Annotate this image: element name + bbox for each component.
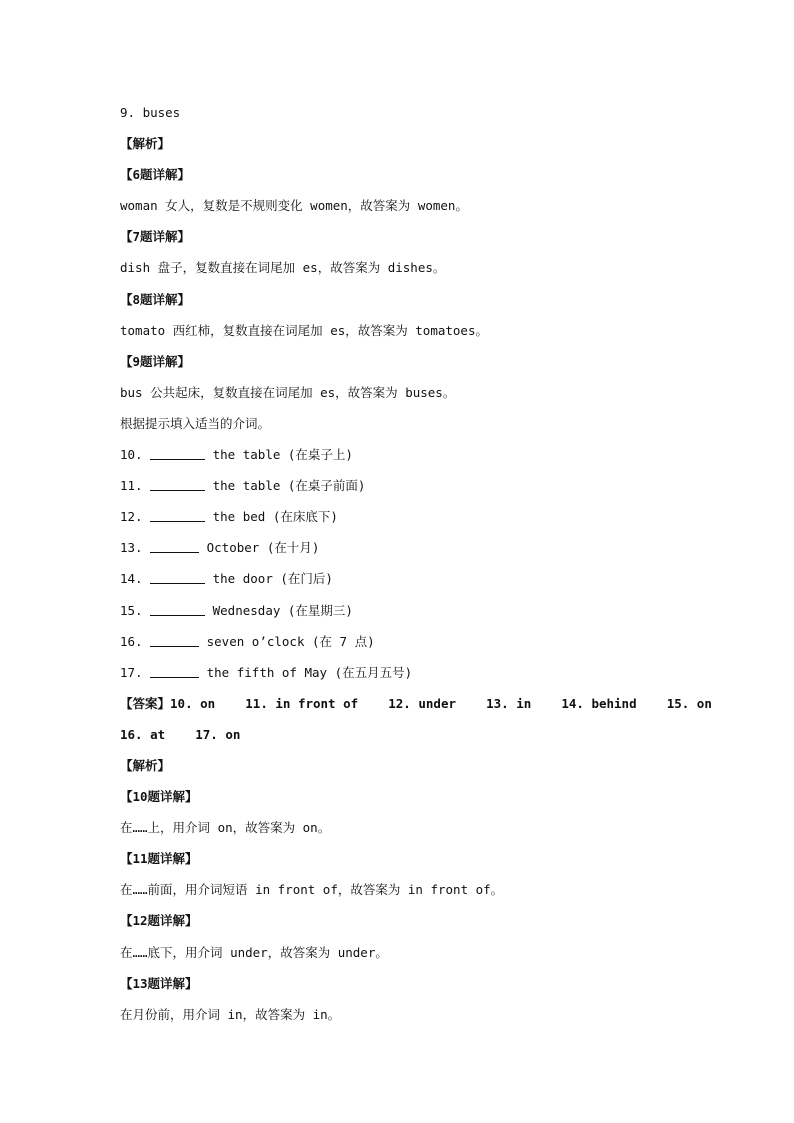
- question-16: [120, 629, 720, 660]
- answer-label: 【答案】: [120, 695, 171, 711]
- question-number: 14.: [120, 571, 143, 587]
- detail-9-text: bus 公共起床，复数直接在词尾加 es，故答案为 buses。: [120, 384, 456, 400]
- question-number: 13.: [120, 540, 143, 556]
- detail-12-heading: 【12题详解】: [120, 913, 198, 929]
- detail-9-heading: 【9题详解】: [120, 353, 191, 369]
- fill-blank: [150, 601, 205, 616]
- fill-blank: [150, 445, 205, 460]
- question-number: 10.: [120, 447, 143, 463]
- answer-row-2: 16. at 17. on: [120, 726, 241, 742]
- question-number: 11.: [120, 478, 143, 494]
- question-13: [120, 535, 720, 566]
- detail-11-heading: 【11题详解】: [120, 851, 198, 867]
- detail-7-text: dish 盘子，复数直接在词尾加 es，故答案为 dishes。: [120, 260, 446, 276]
- question-14: [120, 566, 720, 597]
- question-number: 17.: [120, 664, 143, 680]
- detail-10-heading: 【10题详解】: [120, 789, 198, 805]
- fill-blank: [150, 569, 205, 584]
- detail-13-text: 在月份前，用介词 in，故答案为 in。: [120, 1006, 341, 1022]
- answer-row-1: [120, 691, 720, 722]
- fill-blank: [150, 663, 199, 678]
- detail-13-heading: 【13题详解】: [120, 975, 198, 991]
- question-number: 12.: [120, 509, 143, 525]
- question-15: [120, 598, 720, 629]
- question-text: seven o’clock (在 7 点): [199, 633, 375, 649]
- detail-8-text: tomato 西红柿，复数直接在词尾加 es，故答案为 tomatoes。: [120, 322, 488, 338]
- instruction: 根据提示填入适当的介词。: [120, 415, 271, 431]
- question-text: the door (在门后): [205, 571, 333, 587]
- analysis-heading-2: 【解析】: [120, 757, 171, 773]
- question-text: the fifth of May (在五月五号): [199, 664, 413, 680]
- analysis-heading: 【解析】: [120, 136, 171, 152]
- detail-7-heading: 【7题详解】: [120, 229, 191, 245]
- question-12: [120, 504, 720, 535]
- fill-blank: [150, 632, 199, 647]
- question-text: the table (在桌子上): [205, 447, 353, 463]
- answer-values: 10. on 11. in front of 12. under 13. in 14. behind 15. on: [170, 695, 712, 711]
- question-10: [120, 442, 720, 473]
- detail-12-text: 在……底下，用介词 under，故答案为 under。: [120, 944, 388, 960]
- detail-10-text: 在……上，用介词 on，故答案为 on。: [120, 820, 331, 836]
- fill-blank: [150, 476, 205, 491]
- fill-blank: [150, 507, 205, 522]
- question-text: Wednesday (在星期三): [205, 602, 353, 618]
- detail-6-text: woman 女人，复数是不规则变化 women，故答案为 women。: [120, 198, 468, 214]
- detail-6-heading: 【6题详解】: [120, 167, 191, 183]
- detail-8-heading: 【8题详解】: [120, 291, 191, 307]
- detail-11-text: 在……前面，用介词短语 in front of，故答案为 in front of。: [120, 882, 504, 898]
- question-11: [120, 473, 720, 504]
- question-text: the table (在桌子前面): [205, 478, 366, 494]
- document-page: [120, 100, 720, 1033]
- question-17: [120, 660, 720, 691]
- question-text: the bed (在床底下): [205, 509, 338, 525]
- question-text: October (在十月): [199, 540, 320, 556]
- fill-blank: [150, 538, 199, 553]
- answer-9: 9. buses: [120, 105, 181, 120]
- question-number: 16.: [120, 633, 143, 649]
- question-number: 15.: [120, 602, 143, 618]
